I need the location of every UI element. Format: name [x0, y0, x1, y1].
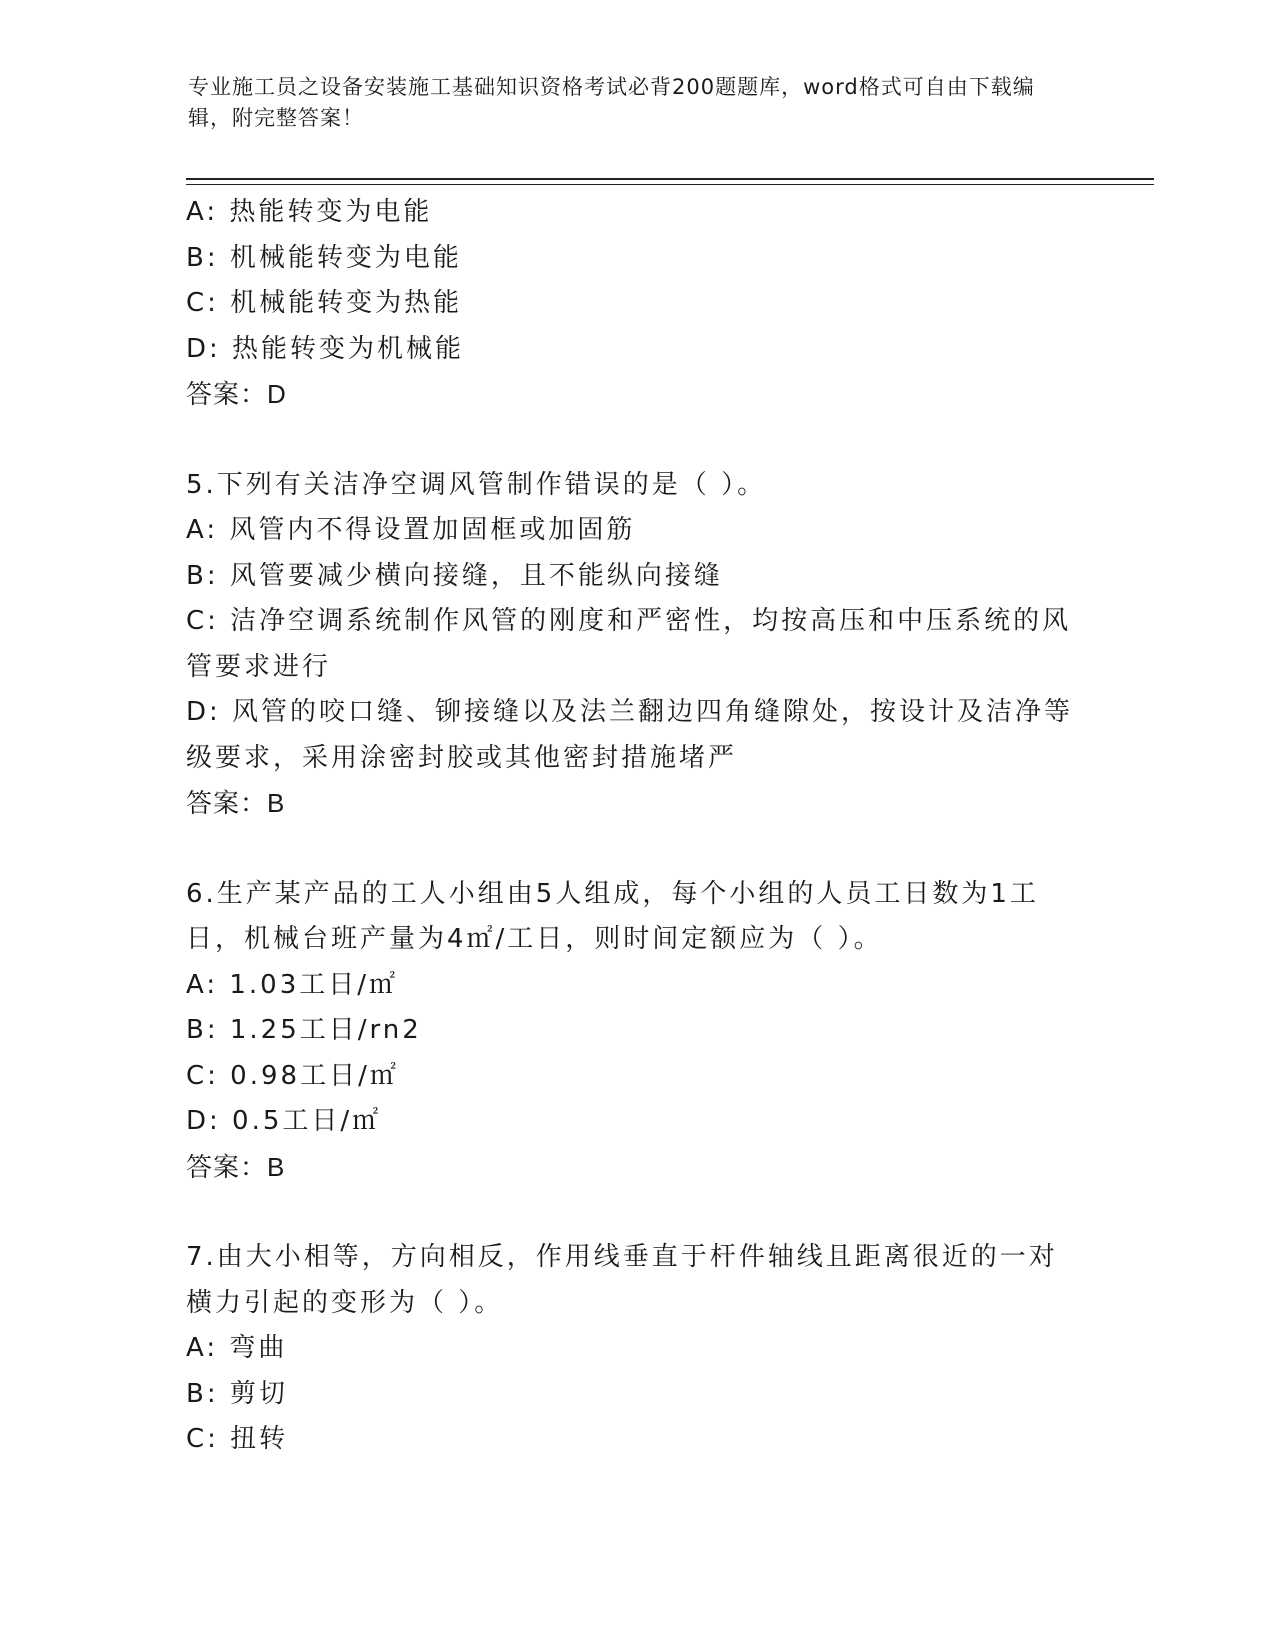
document-header: 专业施工员之设备安装施工基础知识资格考试必背200题题库，word格式可自由下载编辑，附完整答案！ [188, 75, 1035, 130]
question-5 [186, 463, 1086, 827]
q6-option-c: C: 0.98工日/㎡ [186, 1060, 399, 1091]
q7-option-b: B: 剪切 [186, 1378, 288, 1409]
q7-stem: 7.由大小相等，方向相反，作用线垂直于杆件轴线且距离很近的一对横力引起的变形为（ ）。 [186, 1242, 1058, 1318]
q7-option-a: A: 弯曲 [186, 1333, 288, 1363]
q4-option-b: B: 机械能转变为电能 [186, 242, 462, 273]
q5-option-a: A: 风管内不得设置加固框或加固筋 [186, 515, 636, 545]
q4-option-c: C: 机械能转变为热能 [186, 288, 463, 318]
q5-stem: 5.下列有关洁净空调风管制作错误的是（ ）。 [186, 469, 767, 500]
q6-answer: 答案：B [186, 1151, 286, 1182]
spacer [186, 827, 1086, 872]
header-divider-thick [186, 178, 1154, 180]
q6-option-b: B: 1.25工日/rn2 [186, 1015, 422, 1045]
q5-option-b: B: 风管要减少横向接缝，且不能纵向接缝 [186, 560, 723, 591]
spacer [186, 1190, 1086, 1235]
q6-option-a: A: 1.03工日/㎡ [186, 969, 399, 1000]
q6-option-d: D: 0.5工日/㎡ [186, 1106, 382, 1136]
header-divider-thin [186, 184, 1154, 185]
q4-option-a: A: 热能转变为电能 [186, 197, 433, 227]
question-4 [186, 190, 1086, 418]
question-7 [186, 1235, 1086, 1463]
question-6 [186, 872, 1086, 1191]
q5-option-c: C: 洁净空调系统制作风管的刚度和严密性，均按高压和中压系统的风管要求进行 [186, 606, 1072, 682]
spacer [186, 418, 1086, 463]
q4-option-d: D: 热能转变为机械能 [186, 333, 465, 364]
q6-stem: 6.生产某产品的工人小组由5人组成，每个小组的人员工日数为1工日，机械台班产量为4㎡/工日，则时间定额应为（ ）。 [186, 878, 1039, 954]
question-content [186, 190, 1086, 1463]
q7-option-c: C: 扭转 [186, 1424, 289, 1454]
q5-answer: 答案：B [186, 788, 286, 818]
q5-option-d: D: 风管的咬口缝、铆接缝以及法兰翻边四角缝隙处，按设计及洁净等级要求，采用涂密封胶或其他密封措施堵严 [186, 697, 1074, 773]
q4-answer: 答案：D [186, 379, 287, 409]
